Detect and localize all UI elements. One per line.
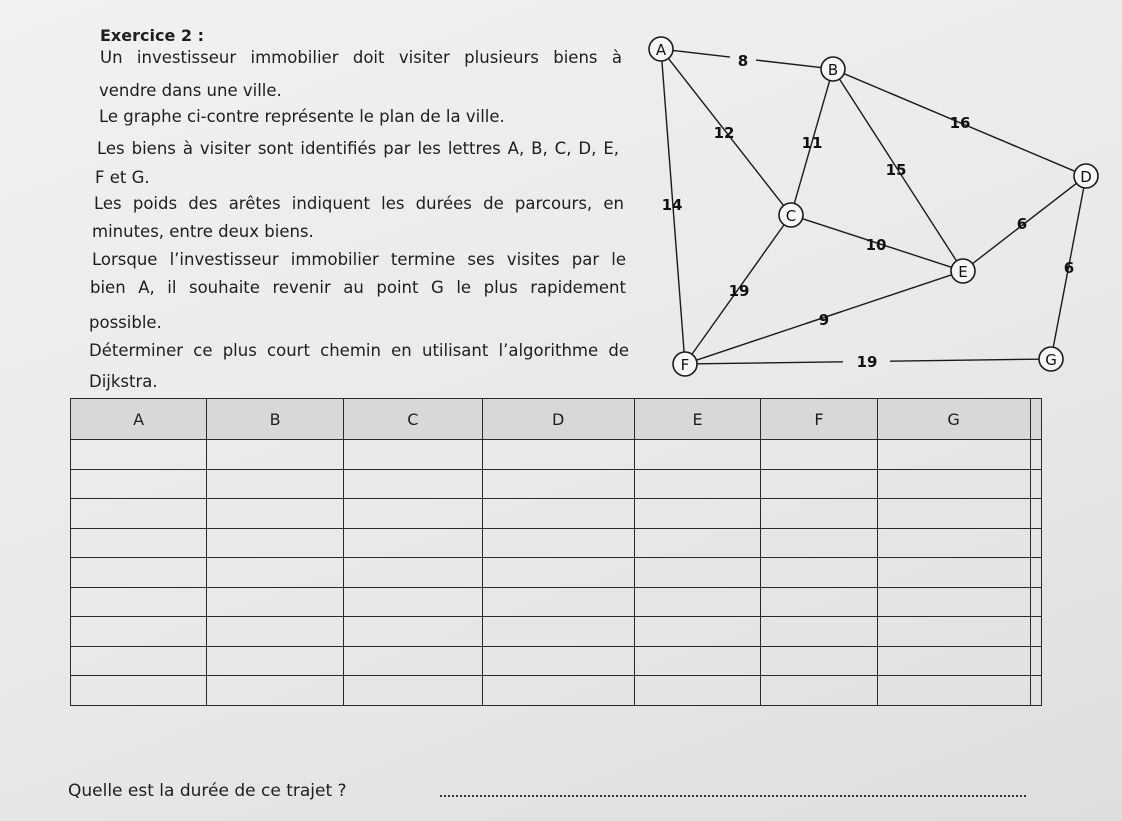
- table-cell[interactable]: [207, 528, 344, 558]
- table-cell[interactable]: [761, 558, 877, 588]
- edge-weight-label: 14: [661, 196, 683, 214]
- table-cell[interactable]: [877, 528, 1030, 558]
- text-line: bien A, il souhaite revenir au point G le plus rapidement: [90, 278, 626, 297]
- node-label: D: [1080, 168, 1092, 186]
- table-cell[interactable]: [207, 558, 344, 588]
- table-cell[interactable]: [877, 646, 1030, 676]
- edge-weight-label: 6: [1016, 215, 1028, 233]
- table-cell[interactable]: [1030, 469, 1041, 499]
- text-line: F et G.: [95, 168, 150, 187]
- table-header-cell: A: [71, 399, 207, 440]
- graph-node-e: [951, 259, 975, 283]
- table-cell[interactable]: [877, 558, 1030, 588]
- weighted-graph: [0, 0, 1122, 400]
- table-cell[interactable]: [761, 499, 877, 529]
- edge-weight-label: 12: [713, 124, 735, 142]
- answer-line[interactable]: [440, 795, 1026, 797]
- text-line: Déterminer ce plus court chemin en utilisant l’algorithme de: [89, 341, 629, 360]
- table-row: [71, 469, 1042, 499]
- text-line: Dijkstra.: [89, 372, 158, 391]
- text-line: Lorsque l’investisseur immobilier termine ses visites par le: [92, 250, 626, 269]
- table-cell[interactable]: [877, 587, 1030, 617]
- graph-node-a: [649, 37, 673, 61]
- table-cell[interactable]: [634, 587, 761, 617]
- table-cell[interactable]: [634, 528, 761, 558]
- graph-node-g: [1039, 347, 1063, 371]
- table-cell[interactable]: [71, 499, 207, 529]
- edge-weight-label: 10: [865, 236, 887, 254]
- text-line: possible.: [89, 313, 162, 332]
- graph-edge-a: [697, 362, 843, 364]
- edge-weight-label: 15: [885, 161, 907, 179]
- graph-node-b: [821, 57, 845, 81]
- table-row: [71, 617, 1042, 647]
- table-cell[interactable]: [1030, 499, 1041, 529]
- table-header-cell: [1030, 399, 1041, 440]
- dijkstra-table: [70, 398, 1042, 706]
- table-header-cell: E: [634, 399, 761, 440]
- table-row: [71, 587, 1042, 617]
- text-line: vendre dans une ville.: [99, 81, 282, 100]
- table-cell[interactable]: [634, 469, 761, 499]
- table-cell[interactable]: [482, 646, 634, 676]
- node-label: F: [680, 356, 690, 374]
- question-label: Quelle est la durée de ce trajet ?: [68, 781, 347, 801]
- edge-weight-label: 8: [737, 52, 749, 70]
- table-cell[interactable]: [207, 617, 344, 647]
- table-cell[interactable]: [761, 528, 877, 558]
- table-cell[interactable]: [482, 440, 634, 470]
- table-cell[interactable]: [482, 617, 634, 647]
- text-line: Les poids des arêtes indiquent les durées de parcours, en: [94, 194, 624, 213]
- table-cell[interactable]: [71, 617, 207, 647]
- table-cell[interactable]: [71, 528, 207, 558]
- table-cell[interactable]: [71, 646, 207, 676]
- table-cell[interactable]: [1030, 646, 1041, 676]
- table-header-cell: C: [343, 399, 482, 440]
- text-line: Le graphe ci-contre représente le plan de la ville.: [99, 107, 505, 126]
- table-cell[interactable]: [482, 676, 634, 706]
- table-cell[interactable]: [71, 676, 207, 706]
- table-row: [71, 558, 1042, 588]
- graph-node-d: [1074, 164, 1098, 188]
- table-cell[interactable]: [877, 676, 1030, 706]
- table-cell[interactable]: [1030, 440, 1041, 470]
- table-cell[interactable]: [207, 676, 344, 706]
- table-cell[interactable]: [1030, 528, 1041, 558]
- table-cell[interactable]: [343, 617, 482, 647]
- edge-weight-label: 11: [801, 134, 823, 152]
- table-cell[interactable]: [343, 587, 482, 617]
- table-cell[interactable]: [343, 469, 482, 499]
- table-cell[interactable]: [343, 646, 482, 676]
- table-cell[interactable]: [761, 646, 877, 676]
- table-cell[interactable]: [634, 558, 761, 588]
- text-line: minutes, entre deux biens.: [92, 222, 314, 241]
- table-header-cell: B: [207, 399, 344, 440]
- table-cell[interactable]: [634, 676, 761, 706]
- table-cell[interactable]: [207, 440, 344, 470]
- graph-edge-b: [890, 359, 1039, 361]
- table-header-cell: G: [877, 399, 1030, 440]
- table-cell[interactable]: [71, 558, 207, 588]
- edge-weight-label: 19: [856, 353, 878, 371]
- table-cell[interactable]: [634, 499, 761, 529]
- table-cell[interactable]: [207, 587, 344, 617]
- table-cell[interactable]: [71, 440, 207, 470]
- table-cell[interactable]: [343, 440, 482, 470]
- node-label: A: [655, 41, 667, 59]
- exercise-title: Exercice 2 :: [100, 26, 204, 45]
- table-header-cell: F: [761, 399, 877, 440]
- table-cell[interactable]: [343, 676, 482, 706]
- table-cell[interactable]: [761, 617, 877, 647]
- table-header-cell: D: [482, 399, 634, 440]
- node-label: G: [1045, 351, 1057, 369]
- edge-weight-label: 9: [818, 311, 830, 329]
- table-cell[interactable]: [761, 676, 877, 706]
- graph-edge-a: [673, 50, 730, 57]
- graph-edge-b: [756, 60, 821, 68]
- table-cell[interactable]: [482, 469, 634, 499]
- table-cell[interactable]: [482, 587, 634, 617]
- node-label: C: [785, 207, 797, 225]
- text-line: Un investisseur immobilier doit visiter plusieurs biens à: [100, 48, 622, 67]
- text-line: Les biens à visiter sont identifiés par les lettres A, B, C, D, E,: [97, 139, 619, 158]
- table-cell[interactable]: [1030, 617, 1041, 647]
- table-cell[interactable]: [482, 528, 634, 558]
- table-row: [71, 646, 1042, 676]
- table-header-row: [71, 399, 1042, 440]
- table-cell[interactable]: [634, 646, 761, 676]
- table-cell[interactable]: [877, 469, 1030, 499]
- table-cell[interactable]: [207, 646, 344, 676]
- table-cell[interactable]: [761, 587, 877, 617]
- graph-node-f: [673, 352, 697, 376]
- node-label: E: [958, 263, 968, 281]
- table-cell[interactable]: [1030, 558, 1041, 588]
- table-cell[interactable]: [343, 558, 482, 588]
- table-cell[interactable]: [482, 558, 634, 588]
- table-cell[interactable]: [343, 528, 482, 558]
- table-cell[interactable]: [877, 617, 1030, 647]
- table-cell[interactable]: [1030, 587, 1041, 617]
- table-cell[interactable]: [71, 587, 207, 617]
- node-label: B: [827, 61, 839, 79]
- table-cell[interactable]: [71, 469, 207, 499]
- table-row: [71, 499, 1042, 529]
- table-row: [71, 528, 1042, 558]
- table-cell[interactable]: [877, 440, 1030, 470]
- edge-weight-label: 19: [728, 282, 750, 300]
- graph-node-c: [779, 203, 803, 227]
- table-cell[interactable]: [1030, 676, 1041, 706]
- table-cell[interactable]: [761, 440, 877, 470]
- table-cell[interactable]: [877, 499, 1030, 529]
- table-cell[interactable]: [634, 617, 761, 647]
- table-cell[interactable]: [207, 499, 344, 529]
- table-cell[interactable]: [482, 499, 634, 529]
- edge-weight-label: 16: [949, 114, 971, 132]
- table-cell[interactable]: [761, 469, 877, 499]
- table-row: [71, 676, 1042, 706]
- table-cell[interactable]: [634, 440, 761, 470]
- edge-weight-label: 6: [1063, 259, 1075, 277]
- table-cell[interactable]: [343, 499, 482, 529]
- table-cell[interactable]: [207, 469, 344, 499]
- table-row: [71, 440, 1042, 470]
